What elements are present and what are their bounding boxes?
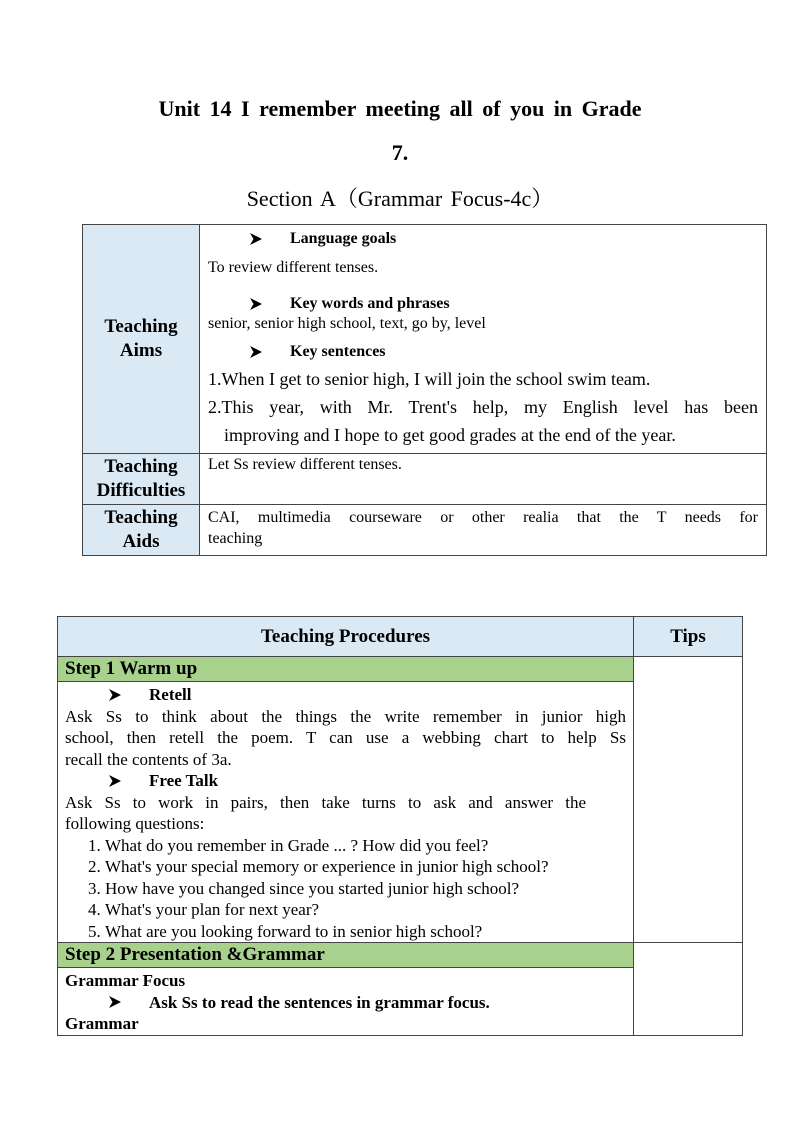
- arrow-bullet-icon: [250, 346, 262, 358]
- aids-text-line2: teaching: [208, 530, 263, 547]
- question-list: [65, 835, 626, 943]
- aims-label-cell: [83, 225, 200, 454]
- arrow-bullet-icon: [109, 996, 121, 1008]
- step1-tips-cell: [634, 657, 743, 943]
- grammar-focus-label: Grammar Focus: [65, 971, 186, 990]
- tips-header-cell: Tips: [634, 617, 743, 657]
- aids-label-line1: Teaching: [104, 507, 178, 528]
- ask-read-heading-text: Ask Ss to read the sentences in grammar focus.: [149, 992, 490, 1012]
- retell-heading: [65, 684, 626, 706]
- step2-title: Step 2 Presentation &Grammar: [58, 943, 634, 968]
- aids-row: [83, 505, 767, 556]
- retell-heading-text: Retell: [149, 685, 192, 704]
- step1-title: Step 1 Warm up: [58, 657, 634, 682]
- step1-body-cell: [58, 682, 634, 943]
- difficulties-row: [83, 454, 767, 505]
- document-title-line2: 7.: [391, 140, 409, 165]
- aims-label-line1: Teaching: [104, 316, 178, 337]
- key-sentence-1: 1.When I get to senior high, I will join the school swim team.: [208, 369, 651, 389]
- question-item: 4. What's your plan for next year?: [105, 899, 626, 921]
- aims-content-cell: [200, 225, 767, 454]
- key-sentences-heading-text: Key sentences: [290, 343, 386, 360]
- procedures-header-cell: Teaching Procedures: [58, 617, 634, 657]
- key-sentences-heading: [208, 339, 758, 365]
- arrow-bullet-icon: [250, 233, 262, 245]
- aids-content-cell: [200, 505, 767, 556]
- retell-line1: Ask Ss to think about the things the write remember in junior high: [65, 706, 626, 726]
- free-talk-heading-text: Free Talk: [149, 771, 219, 790]
- language-goals-heading: [208, 227, 758, 251]
- retell-line2: school, then retell the poem. T can use a webbing chart to help Ss: [65, 728, 626, 747]
- language-goals-text: To review different tenses.: [208, 259, 379, 276]
- step2-tips-cell: [634, 943, 743, 1036]
- difficulties-label-cell: [83, 454, 200, 505]
- free-talk-line2: following questions:: [65, 814, 205, 833]
- step2-title-row: [58, 943, 743, 968]
- teaching-procedures-table: [57, 616, 743, 1036]
- key-sentence-2-line1: 2.This year, with Mr. Trent's help, my English level has been: [208, 397, 758, 417]
- document-title-line1: Unit 14 I remember meeting all of you in Grade: [158, 96, 642, 121]
- retell-line3: recall the contents of 3a.: [65, 749, 232, 769]
- grammar-label: Grammar: [65, 1014, 139, 1033]
- free-talk-heading: [65, 770, 626, 792]
- ask-read-heading: [65, 992, 626, 1014]
- arrow-bullet-icon: [109, 775, 121, 787]
- teaching-aims-table: [82, 224, 767, 556]
- aids-text-line1: CAI, multimedia courseware or other realia that the T needs for: [208, 509, 758, 526]
- key-words-text: senior, senior high school, text, go by, level: [208, 315, 486, 332]
- free-talk-line1: Ask Ss to work in pairs, then take turns to ask and answer the: [65, 792, 586, 812]
- procedures-header-row: [58, 617, 743, 657]
- section-subtitle: Section A（Grammar Focus-4c）: [246, 186, 554, 211]
- key-words-heading-text: Key words and phrases: [290, 295, 450, 312]
- step1-title-row: [58, 657, 743, 682]
- difficulties-text: Let Ss review different tenses.: [208, 456, 402, 473]
- difficulties-label-line1: Teaching: [104, 456, 178, 477]
- question-item: 3. How have you changed since you started junior high school?: [105, 878, 626, 900]
- language-goals-heading-text: Language goals: [290, 230, 397, 247]
- difficulties-content-cell: [200, 454, 767, 505]
- difficulties-label-line2: Difficulties: [96, 480, 186, 501]
- key-sentence-2-line2: improving and I hope to get good grades at the end of the year.: [224, 425, 676, 445]
- aims-row: [83, 225, 767, 454]
- aids-label-cell: [83, 505, 200, 556]
- question-item: 5. What are you looking forward to in senior high school?: [105, 921, 626, 943]
- question-item: 2. What's your special memory or experience in junior high school?: [105, 856, 626, 878]
- step2-body-cell: [58, 968, 634, 1036]
- aids-label-line2: Aids: [122, 531, 160, 552]
- arrow-bullet-icon: [250, 298, 262, 310]
- arrow-bullet-icon: [109, 689, 121, 701]
- key-words-heading: [208, 293, 758, 315]
- aims-label-line2: Aims: [119, 340, 163, 361]
- question-item: 1. What do you remember in Grade ... ? How did you feel?: [105, 835, 626, 857]
